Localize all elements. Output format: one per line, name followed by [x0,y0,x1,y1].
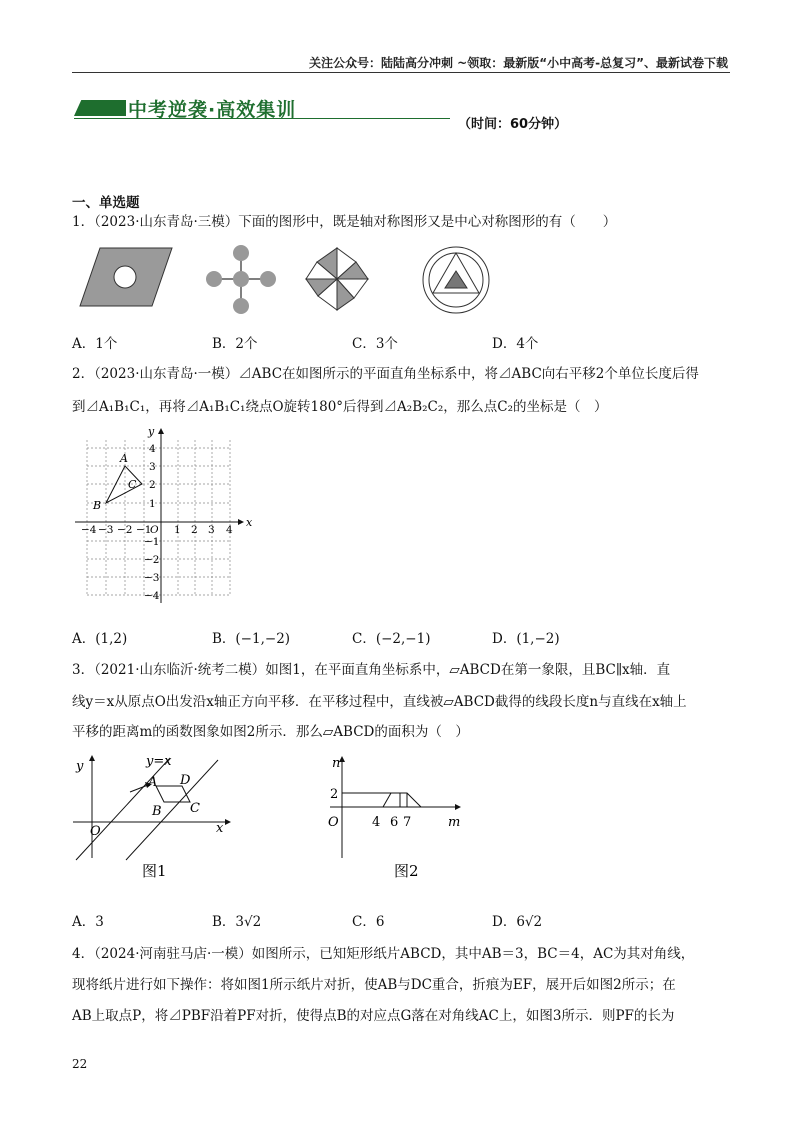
q1-figure-circles-cross [206,245,276,314]
q3-fig1-d: D [180,773,191,788]
q3-line2: 线y＝x从原点O出发沿x轴正方向平移．在平移过程中，直线被▱ABCD截得的线段长度n与直线在x轴上 [72,694,687,710]
q2-option-c: C．(−2,−1) [352,631,431,647]
banner-title: 中考逆袭·高效集训 [128,99,297,121]
q1-option-b: B．2个 [212,336,258,352]
q1-figure-pinwheel [306,248,368,310]
q2-ytick-4: 1 [149,498,156,510]
q2-point-b: B [93,499,102,512]
q4-line2: 现将纸片进行如下操作：将如图1所示纸片对折，使AB与DC重合，折痕为EF，展开后如图2所示；在 [72,977,676,993]
q2-ytick-3: 2 [149,479,156,491]
q3-fig2-tick-4: 4 [372,815,381,830]
q2-xtick-2: −3 [98,524,114,536]
q2-point-a: A [120,452,128,465]
q1-option-d: D．4个 [492,336,539,352]
q4-line3: AB上取点P，将⊿PBF沿着PF对折，使得点B的对应点G落在对角线AC上，如图3所示．则PF的长为 [72,1008,675,1024]
q2-ytick-5: −1 [144,536,160,548]
q3-figure-2 [320,752,480,882]
q2-origin: O [150,524,159,536]
q3-fig1-x: x [216,821,224,836]
q3-option-a: A．3 [72,914,104,930]
banner-time: （时间：60分钟） [458,117,568,132]
banner-underline [74,118,450,119]
q1-option-a: A．1个 [72,336,118,352]
q2-ytick-6: −2 [144,554,160,566]
q1-figures [72,240,492,320]
q2-coordinate-grid [70,425,260,605]
q2-ytick-1: 4 [149,443,156,455]
q3-line1: 3．（2021·山东临沂·统考二模）如图1，在平面直角坐标系中，▱ABCD在第一象限，且BC∥x轴．直 [72,662,671,678]
q3-fig1-line-label: y=x [146,754,172,769]
q3-fig1-y: y [76,759,84,774]
page-header: 关注公众号：陆陆高分冲刺 ~领取：最新版“小中高考-总复习”、最新试卷下载 [309,56,728,70]
section-title: 一、单选题 [72,195,140,211]
q2-xtick-7: 2 [191,524,198,536]
q2-xtick-9: 4 [226,524,233,536]
q2-option-a: A．(1,2) [72,631,128,647]
q2-line1: 2．（2023·山东青岛·一模）⊿ABC在如图所示的平面直角坐标系中，将⊿ABC向右平移2个单位长度后得 [72,366,699,382]
q3-fig1-c: C [190,801,200,816]
banner-bar [74,100,126,116]
q2-xtick-3: −2 [117,524,133,536]
q1-figure-parallelogram [80,248,172,306]
q1-stem: 1．（2023·山东青岛·三模）下面的图形中，既是轴对称图形又是中心对称图形的有（ ） [72,214,617,230]
q4-line1: 4．（2024·河南驻马店·一模）如图所示，已知矩形纸片ABCD，其中AB＝3，BC＝4，AC为其对角线， [72,946,695,962]
q2-xtick-1: −4 [81,524,97,536]
page-number: 22 [72,1057,88,1071]
q3-option-d: D．6√2 [492,914,543,930]
q3-option-c: C．6 [352,914,385,930]
q3-fig2-origin: O [328,815,339,830]
q2-xtick-4: −1 [136,524,152,536]
q3-fig2-n: n [332,756,341,771]
q3-fig1-a: A [148,775,158,790]
q3-fig1-b: B [152,804,162,819]
q3-fig2-tick-7: 7 [403,815,412,830]
q2-x-label: x [246,516,253,529]
q2-xtick-8: 3 [208,524,215,536]
q3-fig2-caption: 图2 [394,862,419,880]
header-rule [72,72,730,73]
q2-point-c: C [128,478,137,491]
q3-fig2-m: m [448,815,461,830]
q3-fig2-two: 2 [330,787,339,802]
q1-option-c: C．3个 [352,336,398,352]
q3-fig1-origin: O [90,824,101,839]
q3-figure-1 [68,752,238,882]
q2-xtick-6: 1 [174,524,181,536]
q2-ytick-2: 3 [149,461,156,473]
q3-option-b: B．3√2 [212,914,262,930]
q2-ytick-8: −4 [144,590,160,602]
q3-line3: 平移的距离m的函数图象如图2所示．那么▱ABCD的面积为（ ） [72,724,469,740]
q3-fig2-tick-6: 6 [390,815,399,830]
q3-fig1-caption: 图1 [142,862,167,880]
q2-option-b: B．(−1,−2) [212,631,291,647]
q1-figure-circle-triangle [423,247,489,313]
q2-y-label: y [148,425,155,438]
q2-ytick-7: −3 [144,572,160,584]
q2-option-d: D．(1,−2) [492,631,560,647]
q2-line2: 到⊿A₁B₁C₁，再将⊿A₁B₁C₁绕点O旋转180°后得到⊿A₂B₂C₂，那么点C₂的坐标是（ ） [72,399,608,415]
